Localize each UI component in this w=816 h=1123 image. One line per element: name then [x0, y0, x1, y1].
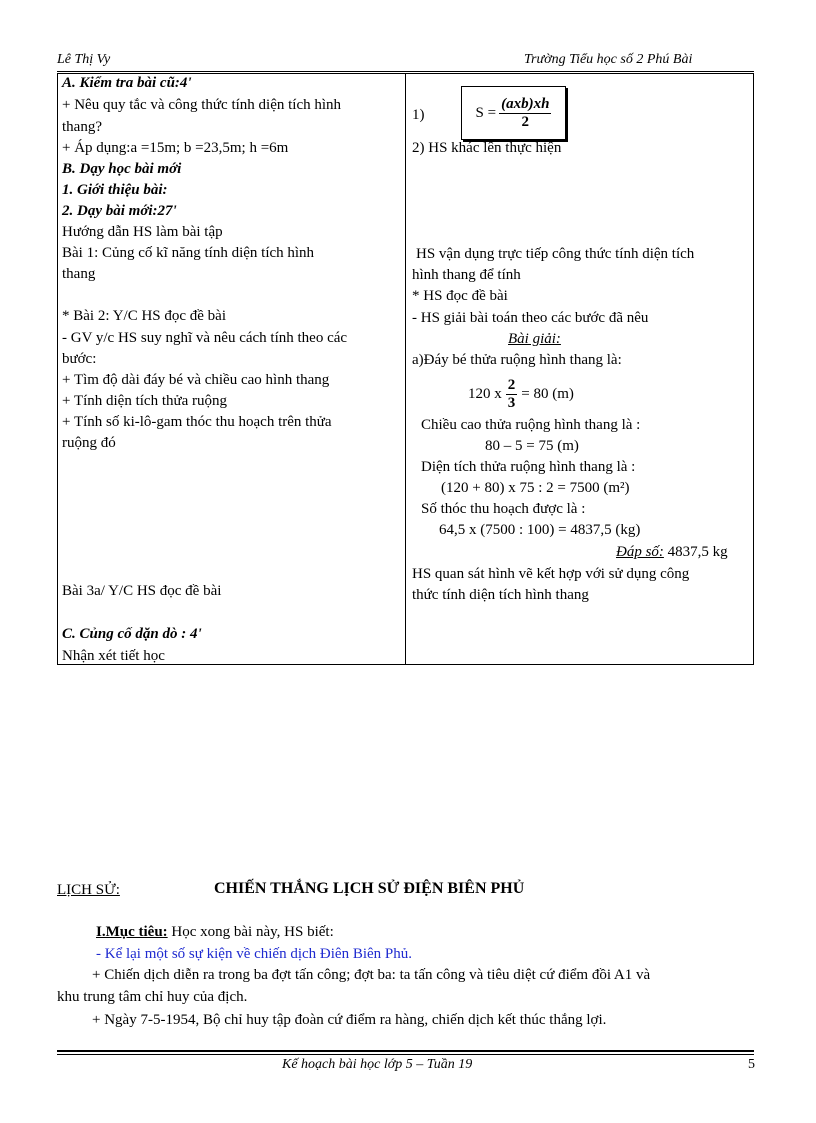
- b-new-lesson: 2. Dạy bài mới:27': [62, 203, 177, 219]
- step3-line2: ruộng đó: [62, 435, 116, 451]
- goal-item-2-line1: + Chiến dịch diễn ra trong ba đợt tấn công; đợt ba: ta tấn công và tiêu diệt cứ điểm đồi A1 và: [92, 967, 651, 983]
- r-observe-line2: thức tính diện tích hình thang: [412, 587, 589, 603]
- rice-title: Số thóc thu hoạch được là :: [421, 501, 586, 517]
- header-school: Trường Tiểu học số 2 Phú Bài: [524, 52, 693, 67]
- bai1-line2: thang: [62, 266, 96, 282]
- r-part-a: a)Đáy bé thửa ruộng hình thang là:: [412, 352, 622, 368]
- goal-item-3: + Ngày 7-5-1954, Bộ chỉ huy tập đoàn cứ điểm ra hàng, chiến dịch kết thúc thắng lợi.: [92, 1012, 607, 1028]
- section-c-title: C. Củng cố dặn dò : 4': [62, 626, 202, 642]
- step3-line1: + Tính số ki-lô-gam thóc thu hoạch trên thửa: [62, 414, 332, 430]
- bai3: Bài 3a/ Y/C HS đọc đề bài: [62, 583, 222, 599]
- r-solve: - HS giải bài toán theo các bước đã nêu: [412, 310, 649, 326]
- goal-text: Học xong bài này, HS biết:: [171, 924, 334, 940]
- gv-line2: bước:: [62, 351, 97, 367]
- a-apply: + Áp dụng:a =15m; b =23,5m; h =6m: [62, 140, 289, 156]
- r-observe-line1: HS quan sát hình vẽ kết hợp với sử dụng công: [412, 566, 690, 582]
- formula-denominator: 2: [521, 113, 530, 130]
- footer-rule-bottom: [57, 1054, 754, 1055]
- area-title: Diện tích thửa ruộng hình thang là :: [421, 459, 636, 475]
- history-title: CHIẾN THẮNG LỊCH SỬ ĐIỆN BIÊN PHỦ: [214, 880, 525, 897]
- calc-1-fraction: [506, 377, 518, 412]
- guide: Hướng dẫn HS làm bài tập: [62, 224, 223, 240]
- formula-fraction: [499, 96, 551, 131]
- goal-label: I.Mục tiêu:: [96, 924, 168, 940]
- bai2: * Bài 2: Y/C HS đọc đề bài: [62, 308, 227, 324]
- calc-1-pre: 120 x: [468, 385, 502, 402]
- formula-s: S =: [475, 104, 497, 121]
- step1: + Tìm độ dài đáy bé và chiều cao hình thang: [62, 372, 330, 388]
- c-note: Nhận xét tiết học: [62, 648, 165, 664]
- rice-calc: 64,5 x (7500 : 100) = 4837,5 (kg): [439, 522, 641, 538]
- step2: + Tính diện tích thửa ruộng: [62, 393, 228, 409]
- page-number: 5: [748, 1057, 755, 1072]
- height-title: Chiều cao thửa ruộng hình thang là :: [421, 417, 641, 433]
- section-a-title: A. Kiểm tra bài cũ:4': [62, 75, 192, 91]
- history-label: LỊCH SỬ:: [57, 882, 120, 898]
- b-intro: 1. Giới thiệu bài:: [62, 182, 168, 198]
- area-calc: (120 + 80) x 75 : 2 = 7500 (m²): [441, 480, 630, 496]
- goal: [96, 922, 334, 942]
- height-calc: 80 – 5 = 75 (m): [485, 438, 579, 454]
- solution-title: Bài giải:: [508, 331, 561, 347]
- calc-1-post: = 80 (m): [521, 385, 574, 402]
- header-author: Lê Thị Vy: [57, 52, 111, 67]
- answer: [616, 542, 728, 562]
- section-b-title: B. Dạy học bài mới: [62, 161, 182, 177]
- footer-text: Kế hoạch bài học lớp 5 – Tuần 19: [282, 1057, 473, 1072]
- bai1-line1: Bài 1: Củng cố kĩ năng tính diện tích hình: [62, 245, 315, 261]
- header-rule: [57, 71, 754, 72]
- calc-1: [468, 372, 574, 416]
- footer-rule-top: [57, 1050, 754, 1052]
- a-question-line1: + Nêu quy tắc và công thức tính diện tích hình: [62, 97, 342, 113]
- a-question-line2: thang?: [62, 119, 102, 135]
- r1-number: 1): [412, 107, 425, 123]
- goal-item-1: - Kể lại một số sự kiện về chiến dịch Điên Biên Phủ.: [96, 946, 412, 962]
- gv-line1: - GV y/c HS suy nghĩ và nêu cách tính theo các: [62, 330, 348, 346]
- calc-1-numerator: 2: [507, 376, 516, 393]
- r2: 2) HS khác lên thực hiện: [412, 140, 562, 156]
- formula-box: [461, 86, 566, 140]
- goal-item-2-line2: khu trung tâm chỉ huy của địch.: [57, 989, 248, 1005]
- r-hs-line1: HS vận dụng trực tiếp công thức tính diện tích: [416, 246, 695, 262]
- r-hs-line2: hình thang để tính: [412, 267, 521, 283]
- answer-label: Đáp số:: [616, 544, 664, 560]
- answer-value: 4837,5 kg: [667, 544, 728, 560]
- formula-numerator: (axb)xh: [501, 95, 550, 112]
- r-read: * HS đọc đề bài: [412, 288, 508, 304]
- calc-1-denominator: 3: [507, 394, 516, 411]
